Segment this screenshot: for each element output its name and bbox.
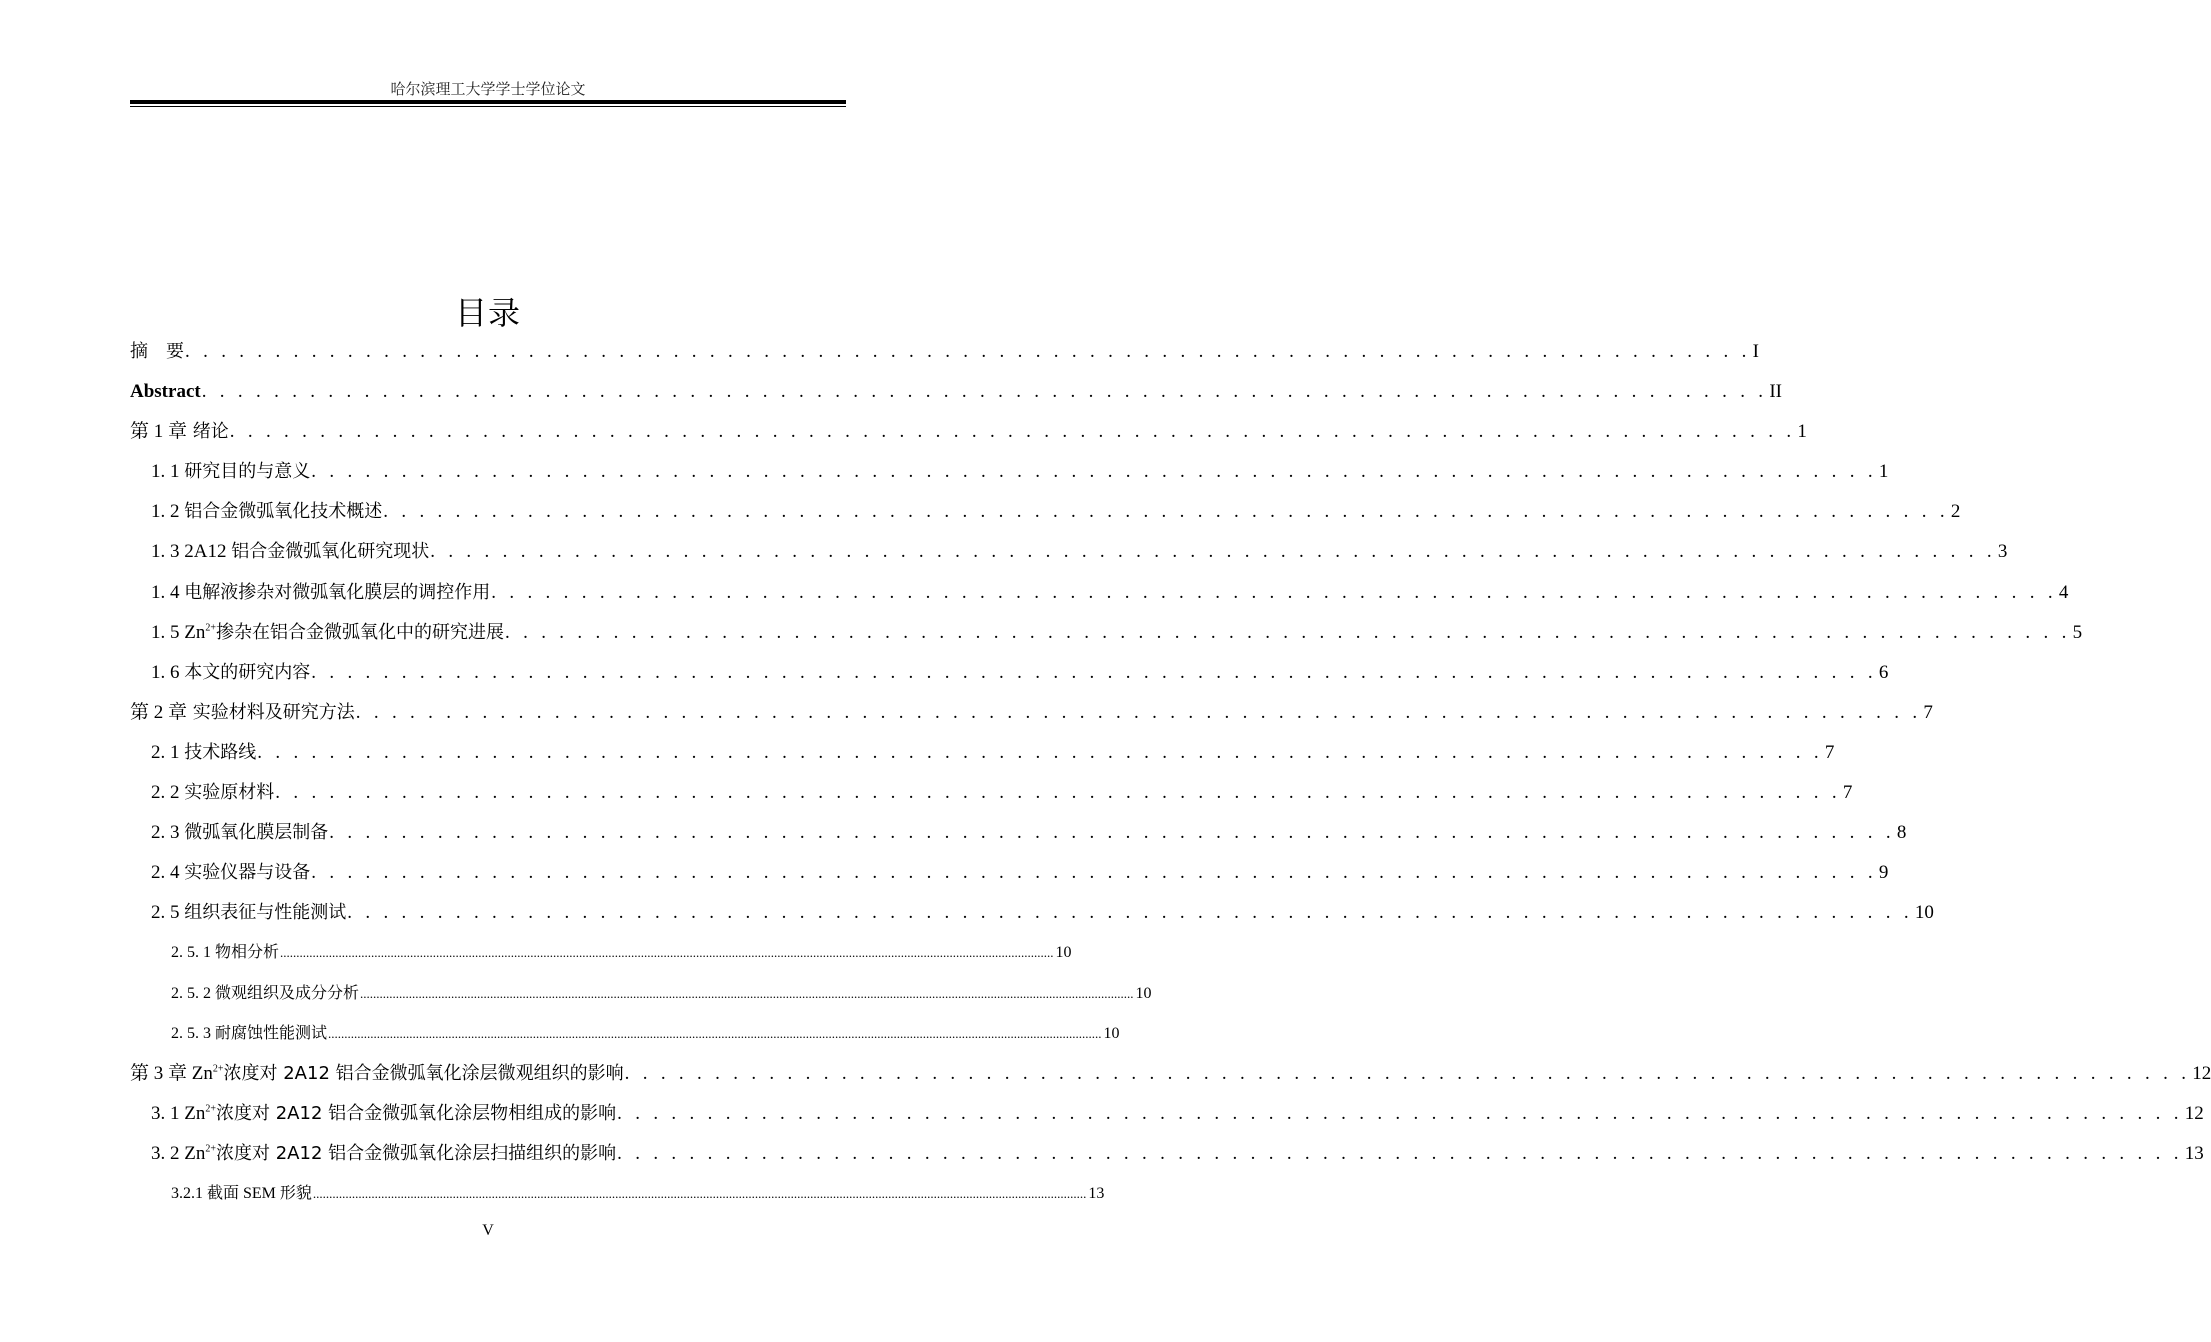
dot-leader: . . . . . . . . . . . . . . . . . . . . . . . . . . . . . . . . . . . . . . . . . . . . . . . . . . . . . . . . . . . . . . . . . . . . . . . . . . . . . . . . . . . . . . .	[311, 461, 1877, 483]
toc-entry-label: 浓度对 2A12 铝合金微弧氧化涂层扫描组织的影响	[216, 1142, 617, 1164]
toc-entry-number: 2. 2	[151, 782, 185, 804]
dot-leader: . . . . . . . . . . . . . . . . . . . . . . . . . . . . . . . . . . . . . . . . . . . . . . . . . . . . . . . . . . . . . . . . . . . . . . . . . . . . . . . . . . . . . . .	[624, 1062, 2191, 1084]
dot-leader: . . . . . . . . . . . . . . . . . . . . . . . . . . . . . . . . . . . . . . . . . . . . . . . . . . . . . . . . . . . . . . . . . . . . . . . . . . . . . . . . . . . . . . .	[311, 862, 1877, 884]
dot-leader: ..............................................................................................................................................................................................................................................	[360, 985, 1134, 1001]
toc-entry-label: 实验仪器与设备	[184, 862, 311, 884]
toc-entry-number: 1. 1	[151, 461, 185, 483]
toc-entry-label: 研究目的与意义	[184, 461, 311, 483]
toc-entry-label: 电解液掺杂对微弧氧化膜层的调控作用	[184, 581, 491, 603]
dot-leader: ..............................................................................................................................................................................................................................................	[328, 1025, 1102, 1041]
toc-entry[interactable]	[130, 893, 1934, 933]
dot-leader: . . . . . . . . . . . . . . . . . . . . . . . . . . . . . . . . . . . . . . . . . . . . . . . . . . . . . . . . . . . . . . . . . . . . . . . . . . . . . . . . . . . . . . .	[617, 1142, 2183, 1164]
toc-title: 目录	[454, 294, 521, 332]
dot-leader: . . . . . . . . . . . . . . . . . . . . . . . . . . . . . . . . . . . . . . . . . . . . . . . . . . . . . . . . . . . . . . . . . . . . . . . . . . . . . . . . . . . . . . .	[275, 782, 1841, 804]
toc-entry-label: 微弧氧化膜层制备	[184, 822, 329, 844]
toc-entry-page: 13	[2184, 1142, 2204, 1164]
toc-entry-page: 7	[1842, 782, 1853, 804]
superscript: 2+	[212, 1063, 224, 1075]
toc-entry[interactable]	[130, 813, 1907, 853]
toc-entry-page: 8	[1896, 822, 1907, 844]
toc-entry-number: 1. 4	[151, 581, 185, 603]
toc-entry-number: 第 2 章	[130, 701, 188, 723]
toc-entry-page: 2	[1950, 501, 1961, 523]
toc-entry-label: 3.2.1 截面 SEM 形貌	[171, 1184, 312, 1202]
toc-entry-page: 10	[1103, 1024, 1120, 1042]
toc-entry-number: 第 3 章 Zn	[130, 1062, 213, 1084]
toc-entry[interactable]	[130, 733, 1835, 773]
toc-entry[interactable]	[130, 693, 1933, 733]
toc-entry-number: 3. 1 Zn	[151, 1102, 206, 1124]
superscript: 2+	[205, 1103, 216, 1115]
toc-entry-label: Abstract	[130, 381, 201, 403]
toc-entry[interactable]	[130, 974, 1152, 1014]
header-rule-thin	[130, 106, 846, 107]
toc-entry-page: I	[1752, 341, 1759, 362]
toc-entry-number: 2. 5	[151, 902, 185, 924]
toc-entry[interactable]	[130, 412, 1807, 452]
toc-entry-number: 1. 6	[151, 661, 185, 683]
toc-entry-page: 3	[1997, 541, 2008, 563]
toc-entry[interactable]	[130, 332, 1759, 372]
toc-entry-label: 绪论	[187, 421, 229, 443]
toc-entry-page: 7	[1923, 701, 1933, 723]
dot-leader: . . . . . . . . . . . . . . . . . . . . . . . . . . . . . . . . . . . . . . . . . . . . . . . . . . . . . . . . . . . . . . . . . . . . . . . . . . . . . . . . . . . . . . .	[311, 661, 1877, 683]
dot-leader: . . . . . . . . . . . . . . . . . . . . . . . . . . . . . . . . . . . . . . . . . . . . . . . . . . . . . . . . . . . . . . . . . . . . . . . . . . . . . . . . . . . . . . .	[355, 701, 1922, 723]
dot-leader: . . . . . . . . . . . . . . . . . . . . . . . . . . . . . . . . . . . . . . . . . . . . . . . . . . . . . . . . . . . . . . . . . . . . . . . . . . . . . . . . . . . . . . .	[491, 581, 2057, 603]
dot-leader: . . . . . . . . . . . . . . . . . . . . . . . . . . . . . . . . . . . . . . . . . . . . . . . . . . . . . . . . . . . . . . . . . . . . . . . . . . . . . . . . . . . . . . .	[257, 741, 1823, 763]
toc-entry[interactable]	[130, 573, 2069, 613]
toc-entry-number: 第 1 章	[130, 421, 188, 443]
toc-entry-label: 摘 要	[130, 341, 184, 362]
toc-entry-page: 6	[1878, 661, 1889, 683]
toc-entry[interactable]	[130, 1014, 1120, 1054]
toc-entry[interactable]	[130, 372, 1783, 412]
toc-entry-page: 10	[1055, 944, 1072, 962]
toc-entry-label: 本文的研究内容	[184, 661, 311, 683]
toc-entry-label: 浓度对 2A12 铝合金微弧氧化涂层微观组织的影响	[223, 1062, 624, 1084]
toc-entry[interactable]	[130, 452, 1889, 492]
dot-leader: . . . . . . . . . . . . . . . . . . . . . . . . . . . . . . . . . . . . . . . . . . . . . . . . . . . . . . . . . . . . . . . . . . . . . . . . . . . . . . . . . . . . . . .	[617, 1102, 2183, 1124]
toc-entry-page: II	[1769, 381, 1783, 403]
toc-entry-page: 12	[2192, 1062, 2211, 1084]
dot-leader: ..............................................................................................................................................................................................................................................	[312, 1185, 1087, 1201]
toc-entry[interactable]	[130, 1054, 2211, 1094]
toc-entry-label: 2. 5. 2 微观组织及成分分析	[171, 984, 360, 1002]
toc-entry-page: 1	[1797, 421, 1807, 443]
toc-entry-label: 铝合金微弧氧化技术概述	[184, 501, 383, 523]
superscript: 2+	[205, 622, 216, 634]
toc-entry-number: 1. 2	[151, 501, 185, 523]
toc-entry-number: 1. 3 2A12	[151, 541, 232, 563]
toc-entry-number: 3. 2 Zn	[151, 1142, 206, 1164]
toc-entry-label: 2. 5. 3 耐腐蚀性能测试	[171, 1024, 328, 1042]
header-rule-thick	[130, 100, 846, 104]
toc-entry[interactable]	[130, 532, 2008, 572]
superscript: 2+	[205, 1143, 216, 1155]
toc-entry-page: 10	[1135, 984, 1152, 1002]
toc-entry-page: 5	[2072, 621, 2083, 643]
toc-entry-page: 1	[1878, 461, 1889, 483]
toc-entry-page: 4	[2058, 581, 2069, 603]
toc-entry-label: 铝合金微弧氧化研究现状	[231, 541, 430, 563]
toc-entry-page: 12	[2184, 1102, 2204, 1124]
toc-entry-label: 掺杂在铝合金微弧氧化中的研究进展	[216, 621, 504, 643]
toc-entry-number: 2. 3	[151, 822, 185, 844]
dot-leader: . . . . . . . . . . . . . . . . . . . . . . . . . . . . . . . . . . . . . . . . . . . . . . . . . . . . . . . . . . . . . . . . . . . . . . . . . . . . . . . . . . . . . . .	[383, 501, 1949, 523]
toc-entry[interactable]	[130, 773, 1853, 813]
toc-entry-page: 7	[1824, 741, 1835, 763]
toc-entry[interactable]	[130, 613, 2083, 653]
toc-entry[interactable]	[130, 492, 1961, 532]
dot-leader: ..............................................................................................................................................................................................................................................	[280, 945, 1054, 961]
dot-leader: . . . . . . . . . . . . . . . . . . . . . . . . . . . . . . . . . . . . . . . . . . . . . . . . . . . . . . . . . . . . . . . . . . . . . . . . . . . . . . . . . . . . . . .	[505, 621, 2071, 643]
dot-leader: . . . . . . . . . . . . . . . . . . . . . . . . . . . . . . . . . . . . . . . . . . . . . . . . . . . . . . . . . . . . . . . . . . . . . . . . . . . . . . . . . . . . . . .	[329, 822, 1895, 844]
toc-entry-label: 实验原材料	[184, 782, 275, 804]
dot-leader: . . . . . . . . . . . . . . . . . . . . . . . . . . . . . . . . . . . . . . . . . . . . . . . . . . . . . . . . . . . . . . . . . . . . . . . . . . . . . . . . . . . . . . .	[430, 541, 1996, 563]
toc-entry[interactable]	[130, 853, 1889, 893]
toc-entry-label: 实验材料及研究方法	[187, 701, 355, 723]
page-number-footer: V	[482, 1222, 494, 1239]
toc-entry[interactable]	[130, 1134, 2204, 1174]
toc-entry-label: 浓度对 2A12 铝合金微弧氧化涂层物相组成的影响	[216, 1102, 617, 1124]
toc-entry-number: 2. 1	[151, 741, 185, 763]
toc-entry-label: 组织表征与性能测试	[184, 902, 347, 924]
toc-entry[interactable]	[130, 1174, 1105, 1214]
table-of-contents	[130, 332, 2211, 1214]
toc-entry[interactable]	[130, 933, 1072, 973]
toc-entry-label: 技术路线	[184, 741, 257, 763]
toc-entry-label: 2. 5. 1 物相分析	[171, 944, 280, 962]
running-header: 哈尔滨理工大学学士学位论文	[390, 82, 586, 98]
toc-entry-page: 13	[1088, 1184, 1105, 1202]
toc-entry[interactable]	[130, 653, 1889, 693]
toc-entry[interactable]	[130, 1094, 2204, 1134]
dot-leader: . . . . . . . . . . . . . . . . . . . . . . . . . . . . . . . . . . . . . . . . . . . . . . . . . . . . . . . . . . . . . . . . . . . . . . . . . . . . . . . . . . . . . . .	[347, 902, 1913, 924]
dot-leader: . . . . . . . . . . . . . . . . . . . . . . . . . . . . . . . . . . . . . . . . . . . . . . . . . . . . . . . . . . . . . . . . . . . . . . . . . . . . . . . . . . . . . . .	[201, 381, 1768, 403]
toc-entry-page: 9	[1878, 862, 1889, 884]
toc-entry-page: 10	[1914, 902, 1934, 924]
dot-leader: . . . . . . . . . . . . . . . . . . . . . . . . . . . . . . . . . . . . . . . . . . . . . . . . . . . . . . . . . . . . . . . . . . . . . . . . . . . . . . . . . . . . . . .	[185, 341, 1751, 362]
toc-entry-number: 1. 5 Zn	[151, 621, 206, 643]
dot-leader: . . . . . . . . . . . . . . . . . . . . . . . . . . . . . . . . . . . . . . . . . . . . . . . . . . . . . . . . . . . . . . . . . . . . . . . . . . . . . . . . . . . . . . .	[229, 421, 1796, 443]
toc-entry-number: 2. 4	[151, 862, 185, 884]
